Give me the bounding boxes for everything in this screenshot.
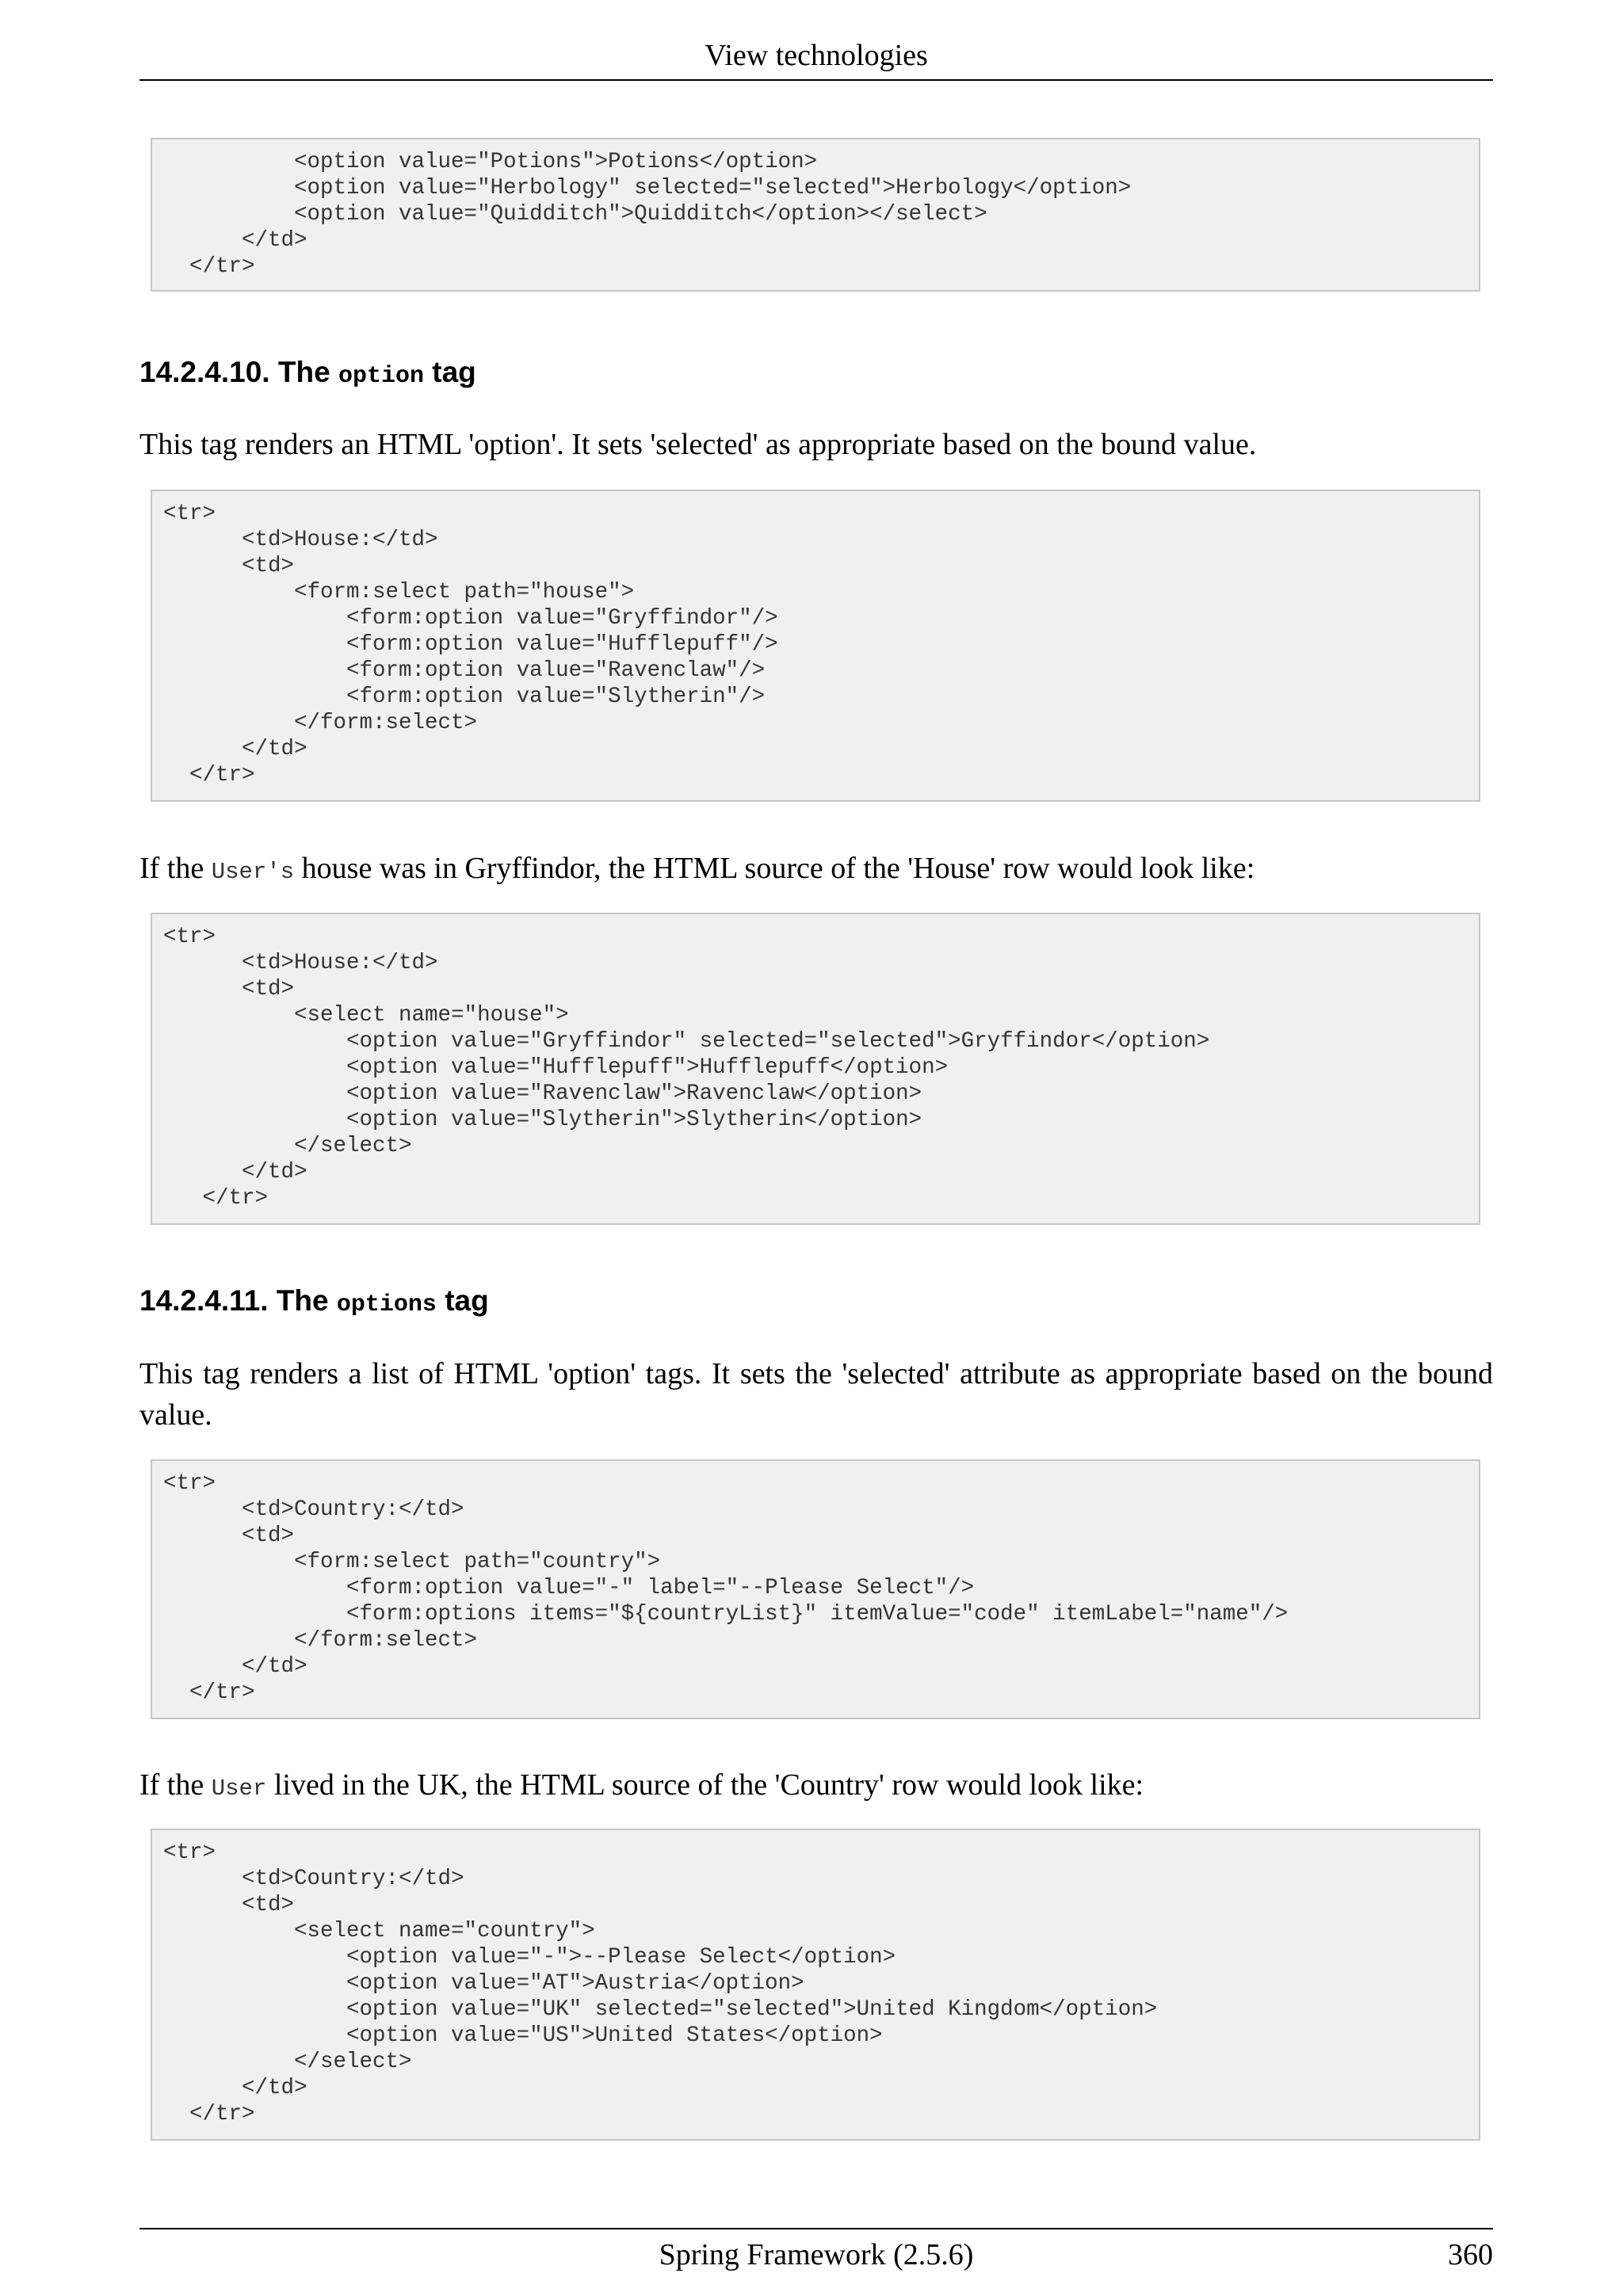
options-tag-description: This tag renders a list of HTML 'option' tags. It sets the 'selected' attribute as appropriate based on the bound value. <box>139 1357 1493 1432</box>
document-page <box>139 0 1493 2296</box>
code-line: <option value="Slytherin">Slytherin</option> <box>163 1108 922 1132</box>
code-line: <td> <box>163 1893 295 1917</box>
footer-page-number: 360 <box>1448 2238 1493 2271</box>
code-line: </tr> <box>163 2102 255 2126</box>
code-line: <option value="Ravenclaw">Ravenclaw</option> <box>163 1081 922 1106</box>
code-line: <option value="Potions">Potions</option> <box>163 150 818 174</box>
code-line: </tr> <box>163 254 255 279</box>
page-header <box>139 35 1493 81</box>
page-footer <box>139 2228 1493 2277</box>
code-line: <td>House:</td> <box>163 951 438 975</box>
code-line: </select> <box>163 2050 412 2074</box>
footer-book-title: Spring Framework (2.5.6) <box>659 2238 974 2271</box>
code-block-form-options-example <box>151 1459 1480 1719</box>
code-line: <td> <box>163 554 295 578</box>
code-line: <option value="Quidditch">Quidditch</option></select> <box>163 202 987 227</box>
code-block-option-html-output <box>151 913 1480 1225</box>
code-line: </form:select> <box>163 1628 478 1653</box>
code-line: <form:select path="country"> <box>163 1550 661 1574</box>
code-line: <form:option value="-" label="--Please Select"/> <box>163 1576 975 1600</box>
code-line: </td> <box>163 2076 307 2100</box>
section-heading-options-tag: 14.2.4.11. The options tag <box>139 1284 489 1318</box>
code-line: </tr> <box>163 763 255 788</box>
code-line: </td> <box>163 737 307 761</box>
code-line: <td>Country:</td> <box>163 1867 464 1891</box>
code-line: <select name="country"> <box>163 1919 595 1943</box>
heading-tag-name: option <box>338 363 424 390</box>
code-line: <form:select path="house"> <box>163 580 635 605</box>
inline-code: User's <box>211 859 295 885</box>
section-heading-option-tag: 14.2.4.10. The option tag <box>139 356 476 390</box>
code-line: <td>Country:</td> <box>163 1497 464 1522</box>
code-line: <tr> <box>163 1840 216 1865</box>
code-line: </form:select> <box>163 711 478 735</box>
code-block-options-html-output <box>151 1829 1480 2141</box>
code-line: <option value="US">United States</option> <box>163 2023 883 2048</box>
options-tag-example-intro: If the User lived in the UK, the HTML source of the 'Country' row would look like: <box>139 1768 1144 1802</box>
code-line: <td> <box>163 977 295 1001</box>
code-line: </tr> <box>163 1186 269 1211</box>
heading-tag-name: options <box>336 1291 437 1318</box>
code-line: <select name="house"> <box>163 1003 569 1028</box>
code-line: <form:option value="Hufflepuff"/> <box>163 632 778 657</box>
option-tag-description: This tag renders an HTML 'option'. It sets 'selected' as appropriate based on the bound value. <box>139 428 1257 461</box>
code-block-select-continuation <box>151 138 1480 292</box>
code-line: <td>House:</td> <box>163 528 438 552</box>
code-line: </td> <box>163 228 307 253</box>
code-line: <option value="Gryffindor" selected="selected">Gryffindor</option> <box>163 1029 1210 1054</box>
code-line: <tr> <box>163 925 216 949</box>
code-line: <td> <box>163 1524 295 1548</box>
code-line: </select> <box>163 1134 412 1158</box>
code-line: <option value="-">--Please Select</option> <box>163 1945 896 1970</box>
code-line: <tr> <box>163 1471 216 1496</box>
code-block-form-option-example <box>151 490 1480 802</box>
code-line: </td> <box>163 1160 307 1184</box>
code-line: <option value="UK" selected="selected">United Kingdom</option> <box>163 1997 1158 2022</box>
code-line: <tr> <box>163 502 216 526</box>
code-line: </tr> <box>163 1680 255 1705</box>
code-line: <option value="Hufflepuff">Hufflepuff</option> <box>163 1055 949 1080</box>
code-line: <form:option value="Slytherin"/> <box>163 685 766 709</box>
code-line: <form:options items="${countryList}" itemValue="code" itemLabel="name"/> <box>163 1602 1289 1627</box>
code-line: </td> <box>163 1654 307 1679</box>
option-tag-example-intro: If the User's house was in Gryffindor, the HTML source of the 'House' row would look like: <box>139 852 1255 885</box>
running-header-title: View technologies <box>705 39 928 72</box>
code-line: <option value="AT">Austria</option> <box>163 1971 804 1996</box>
code-line: <option value="Herbology" selected="selected">Herbology</option> <box>163 176 1132 200</box>
inline-code: User <box>211 1775 267 1802</box>
code-line: <form:option value="Ravenclaw"/> <box>163 658 766 683</box>
code-line: <form:option value="Gryffindor"/> <box>163 606 778 631</box>
